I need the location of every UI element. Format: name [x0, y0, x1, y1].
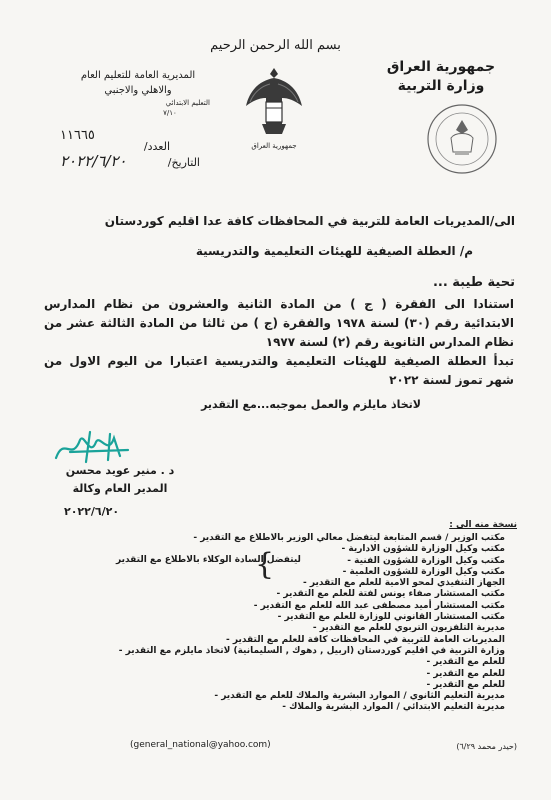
copy-item: مكتب الوزير / قسم المتابعة ليتفضل معالي الوزير بالاطلاع مع التقدير -: [75, 533, 505, 544]
letter-body: [44, 295, 514, 390]
greeting: تحية طيبة ...: [432, 275, 515, 290]
ministry-name: وزارة التربية: [397, 78, 485, 94]
copy-item: المديريات العامة للتربية في المحافظات كافة للعلم مع التقدير -: [75, 635, 505, 646]
department-code: ٧/١٠: [163, 109, 177, 117]
number-label: العدد/: [143, 140, 170, 153]
directorate-line2: والاهلي والاجنبي: [104, 85, 172, 96]
copy-item: للعلم مع التقدير -: [75, 669, 505, 680]
copy-item: وزارة التربية في اقليم كوردستان (اربيل , دهوك , السليمانية) لاتخاذ مايلزم مع التقدير -: [75, 646, 505, 657]
recipient-line: الى/المديريات العامة للتربية في المحافظات كافة عدا اقليم كوردستان: [104, 214, 515, 228]
ministry-seal-icon: [425, 102, 499, 180]
directorate-line1: المديرية العامة للتعليم العام: [80, 70, 196, 81]
closing-line: لاتخاذ مايلزم والعمل بموجبه...مع التقدير: [201, 398, 421, 411]
footer-note: (حيدر محمد ٦/٢٩): [456, 742, 517, 751]
copy-item: مكتب وكيل الوزارة للشؤون العلمية -: [75, 567, 505, 578]
contact-email: (general_national@yahoo.com): [130, 740, 271, 750]
grouping-brace: {: [255, 547, 275, 582]
copy-item: للعلم مع التقدير -: [75, 680, 505, 691]
number-value: ١١٦٦٥: [60, 128, 95, 143]
paragraph-1: استنادا الى الفقرة ( ج ) من المادة الثانية والعشرون من نظام المدارس الابتدائية رقم (٣٠) لسنة ١٩٧٨ والفقرة (ج ) من ثالثا من المادة الثالثة عشر من نظام المدارس الثانوية رقم (٢) لسنة ١٩٧٧: [44, 297, 514, 349]
copy-item: مكتب وكيل الوزارة للشؤون الفنية -: [75, 556, 505, 567]
paragraph-2: تبدأ العطلة الصيفية للهيئات التعليمية والتدريسية اعتبارا من اليوم الاول من شهر تموز لسنة ٢٠٢٢: [44, 354, 514, 387]
copy-item: مكتب المستشار القانوني للوزارة للعلم مع التقدير -: [75, 612, 505, 623]
signer-name: د . منير عويد محسن: [65, 464, 175, 477]
copy-item: للعلم مع التقدير -: [75, 657, 505, 668]
emblem-caption: جمهورية العراق: [251, 142, 297, 150]
signer-title: المدير العام وكالة: [72, 482, 168, 495]
signer-block: [50, 462, 190, 498]
copies-heading: نسخة منه الى :: [449, 520, 517, 530]
date-value: ٢٠٢٢/٦/٢٠: [60, 152, 127, 170]
signature-date: ٢٠٢٢/٦/٢٠: [64, 505, 120, 518]
ministry-header: [361, 58, 521, 96]
department-small: التعليم الابتدائي: [165, 99, 210, 107]
subject-line: م/ العطلة الصيفية للهيئات التعليمية والتدريسية: [195, 244, 473, 258]
copy-item: مديرية التلفزيون التربوي للعلم مع التقدير -: [75, 623, 505, 634]
copy-item: مكتب المستشار أميد مصطفى عبد الله للعلم مع التقدير -: [75, 601, 505, 612]
basmala: بسم الله الرحمن الرحيم: [210, 38, 341, 53]
copy-item: مكتب وكيل الوزارة للشؤون الادارية -: [75, 544, 505, 555]
copy-item: مكتب المستشار صفاء يونس لفتة للعلم مع التقدير -: [75, 589, 505, 600]
copy-item: الجهاز التنفيذي لمحو الامية للعلم مع التقدير -: [75, 578, 505, 589]
date-label: التاريخ/: [167, 156, 200, 169]
copies-side-note: ليتفضل السادة الوكلاء بالاطلاع مع التقدير: [116, 555, 301, 565]
copy-item: مديرية التعليم الثانوي / الموارد البشرية والملاك للعلم مع التقدير -: [75, 691, 505, 702]
copy-item: مديرية التعليم الابتدائي / الموارد البشرية والملاك -: [75, 702, 505, 713]
directorate-header: [58, 68, 218, 98]
iraq-emblem-icon: [242, 62, 306, 150]
country-name: جمهورية العراق: [386, 59, 496, 75]
department-lines: [130, 98, 210, 118]
